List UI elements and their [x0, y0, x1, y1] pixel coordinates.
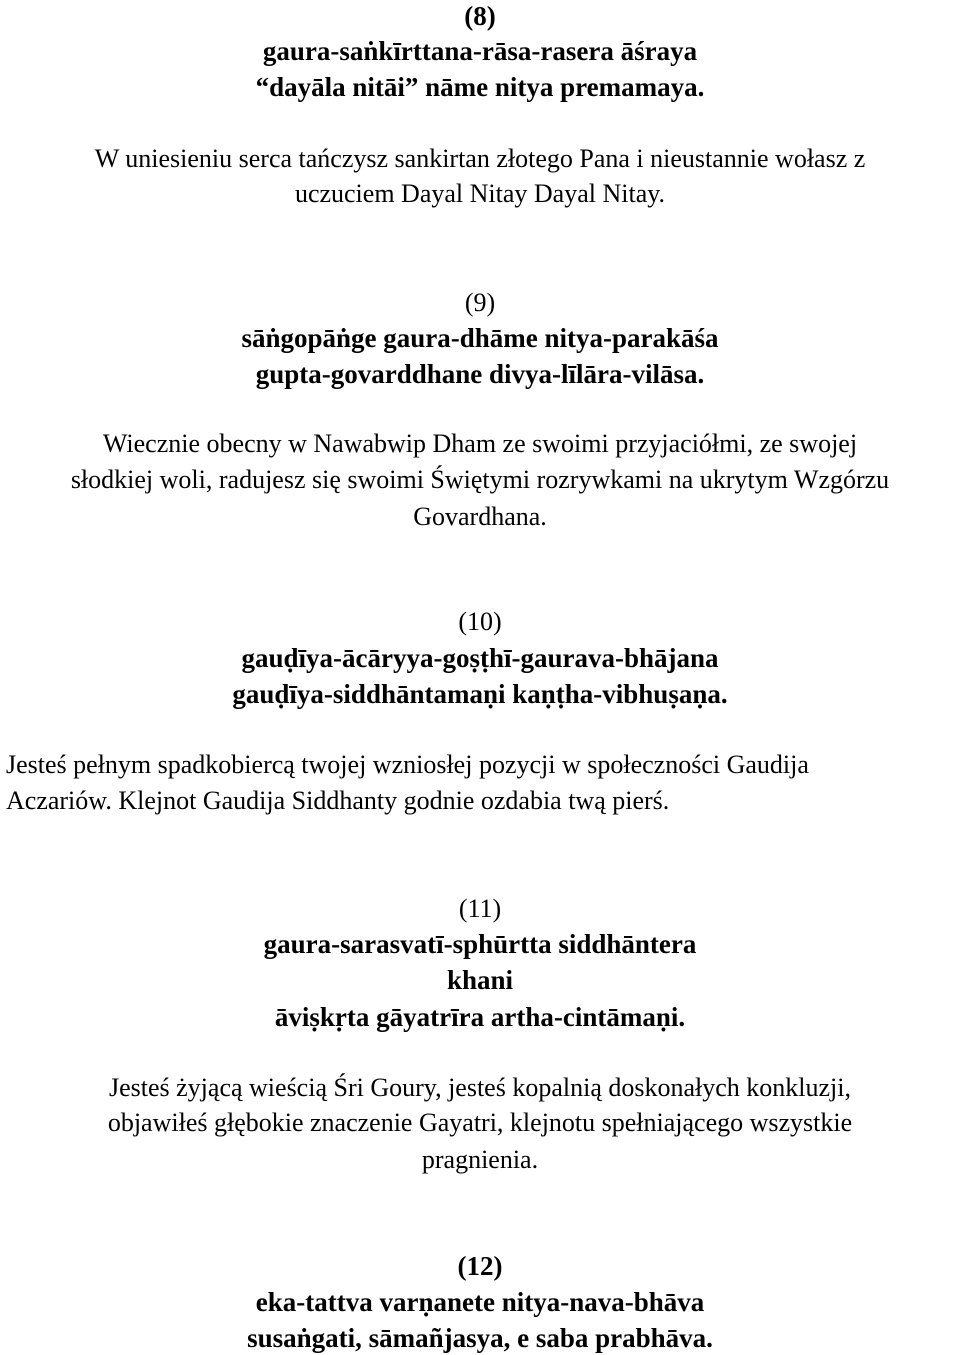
verse-12-number: (12)	[457, 1251, 503, 1281]
verse-11-original-line-3: āviṣkṛta gāyatrīra artha-cintāmaṇi.	[274, 1002, 686, 1032]
verse-11-original-line-2: khani	[446, 965, 514, 995]
verse-11-original-line-1: gaura-sarasvatī-sphūrtta siddhāntera	[263, 929, 697, 959]
verse-9-number: (9)	[464, 288, 496, 317]
verse-8-original-line-1: gaura-saṅkīrttana-rāsa-rasera āśraya	[262, 36, 698, 66]
verse-10-translation-line-2: Aczariów. Klejnot Gaudija Siddhanty godnie ozdabia twą pierś.	[6, 786, 670, 815]
verse-8-translation-line-2: uczuciem Dayal Nitay Dayal Nitay.	[294, 179, 666, 208]
verse-11-translation-line-3: pragnienia.	[421, 1145, 539, 1174]
verse-11-number: (11)	[458, 894, 502, 923]
verse-11-translation-line-1: Jesteś żyjącą wieścią Śri Goury, jesteś kopalnią doskonałych konkluzji,	[108, 1073, 851, 1102]
verse-10-original-line-2: gauḍīya-siddhāntamaṇi kaṇṭha-vibhuṣaṇa.	[232, 679, 728, 709]
verse-9-translation-line-1: Wiecznie obecny w Nawabwip Dham ze swoimi przyjaciółmi, ze swojej	[102, 429, 858, 458]
verse-11-translation-line-2: objawiłeś głębokie znaczenie Gayatri, klejnotu spełniającego wszystkie	[107, 1108, 853, 1137]
verse-9-original-line-2: gupta-govarddhane divya-līlāra-vilāsa.	[255, 359, 705, 389]
verse-12-original-line-2: susaṅgati, sāmañjasya, e saba prabhāva.	[247, 1323, 713, 1353]
verse-9-translation-line-3: Govardhana.	[413, 502, 547, 531]
verse-9-translation-line-2: słodkiej woli, radujesz się swoimi Świętymi rozrywkami na ukrytym Wzgórzu	[70, 465, 890, 494]
verse-8-number: (8)	[464, 1, 496, 31]
verse-12-original-line-1: eka-tattva varṇanete nitya-nava-bhāva	[255, 1287, 705, 1317]
verse-10-translation-line-1: Jesteś pełnym spadkobiercą twojej wzniosłej pozycji w społeczności Gaudija	[6, 750, 809, 779]
verse-8-translation-line-1: W uniesieniu serca tańczysz sankirtan złotego Pana i nieustannie wołasz z	[94, 144, 866, 173]
verse-8-original-line-2: “dayāla nitāi” nāme nitya premamaya.	[255, 72, 705, 102]
verse-10-original-line-1: gauḍīya-ācāryya-goṣṭhī-gaurava-bhājana	[241, 643, 719, 673]
verse-9-original-line-1: sāṅgopāṅge gaura-dhāme nitya-parakāśa	[241, 323, 719, 353]
verse-10-number: (10)	[458, 607, 502, 636]
